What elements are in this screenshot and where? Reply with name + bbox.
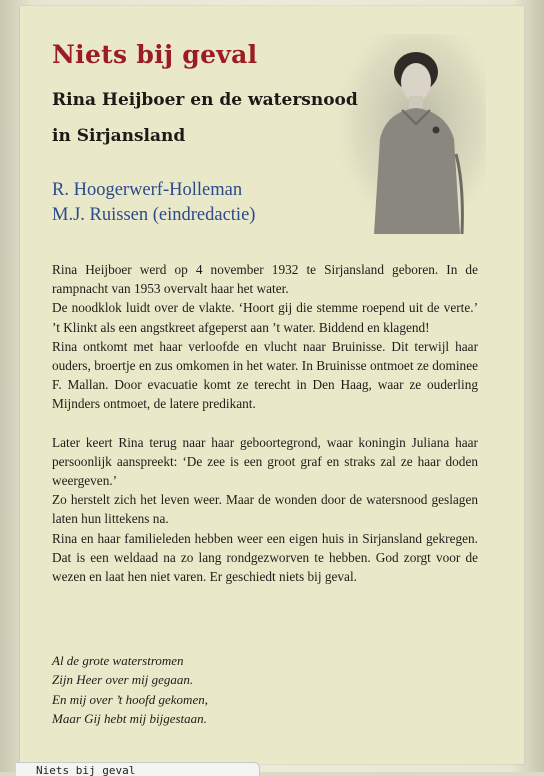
paragraph: Rina Heijboer werd op 4 november 1932 te Sirjansland geboren. In de rampnacht van 1953 overvalt haar het water.	[52, 262, 478, 297]
editor-name: M.J. Ruissen (eindredactie)	[52, 205, 256, 225]
paragraph-gap	[52, 414, 478, 433]
paragraph: De noodklok luidt over de vlakte. ‘Hoort gij die stemme roepend uit de verte.’ ’t Klinkt als een angstkreet afgeperst aan ’t water. Biddend en klagend!	[52, 300, 478, 335]
poem	[52, 651, 352, 729]
poem-line: Maar Gij hebt mij bijgestaan.	[52, 711, 207, 727]
paragraph: Later keert Rina terug naar haar geboortegrond, waar koningin Juliana haar persoonlijk aanspreekt: ‘De zee is een groot graf en straks zal ze haar doden weergeven.’	[52, 434, 478, 489]
poem-line: Al de grote waterstromen	[52, 653, 184, 668]
book-subtitle-line1: Rina Heijboer en de watersnood	[52, 90, 358, 110]
filename-tab[interactable]: Niets bij geval	[16, 762, 260, 776]
poem-line: En mij over ’t hoofd gekomen,	[52, 691, 208, 707]
book-title: Niets bij geval	[52, 40, 258, 69]
paragraph: Rina ontkomt met haar verloofde en vlucht naar Bruinisse. Dit terwijl haar ouders, broertje en zus omkomen in het water. In Bruinisse ontmoet ze dominee F. Mallan. Door evacuatie komt ze terecht in Den Haag, waar ze ouderling Mijnders ontmoet, de latere predikant.	[52, 338, 478, 412]
paragraph: Zo herstelt zich het leven weer. Maar de wonden door de watersnood geslagen laten hun littekens na.	[52, 492, 478, 527]
author-name: R. Hoogerwerf-Holleman	[52, 180, 243, 200]
book-subtitle-line2: in Sirjansland	[52, 126, 186, 146]
portrait-photo	[336, 34, 486, 234]
poem-line: Zijn Heer over mij gegaan.	[52, 672, 194, 688]
paragraph: Rina en haar familieleden hebben weer een eigen huis in Sirjansland gekregen. Dat is een weldaad na zo lang rondgezworven te hebben. God zorgt voor de wezen en laat hen niet varen. Er geschiedt niets bij geval.	[52, 530, 478, 585]
blurb-text	[52, 260, 478, 586]
